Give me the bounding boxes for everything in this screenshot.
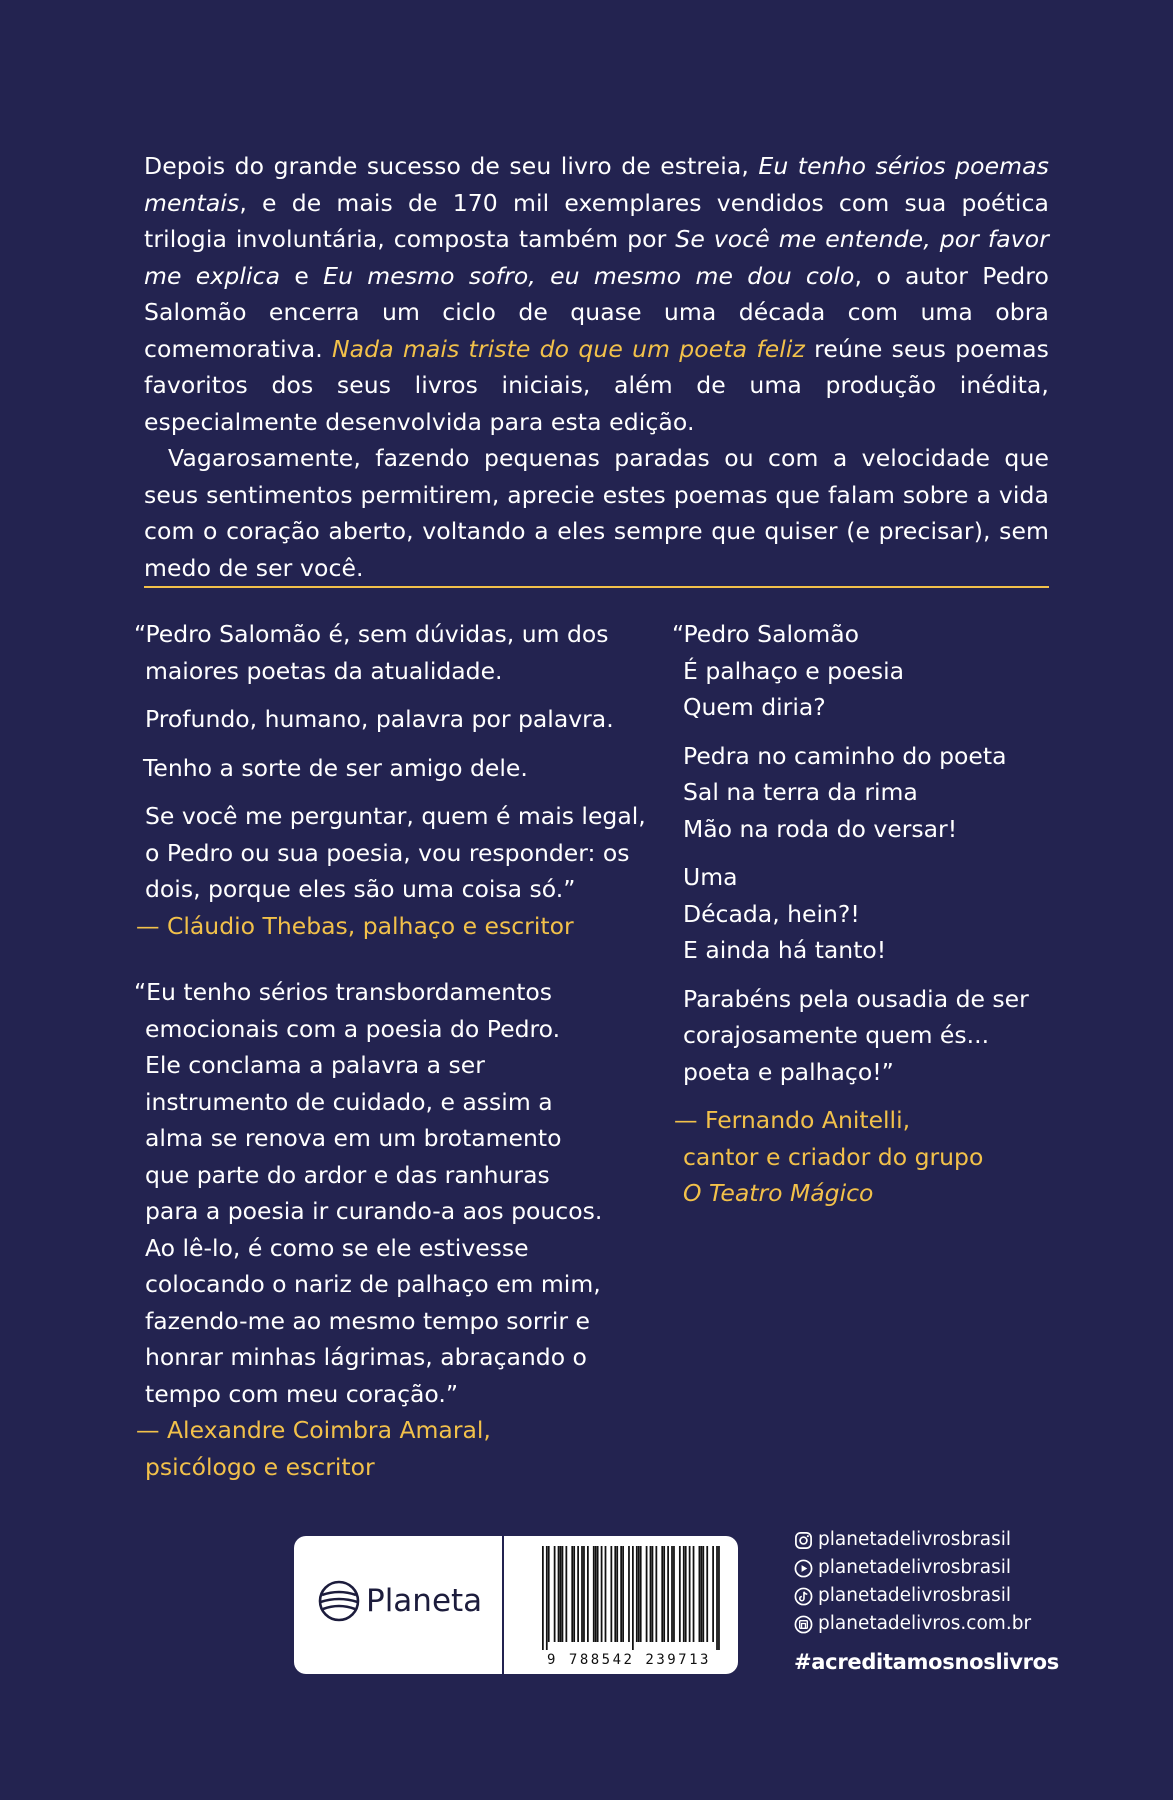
book-title-2: Se você me entende, por favor me explica	[144, 225, 1049, 290]
barcode-bar	[571, 1546, 573, 1642]
barcode-bar	[702, 1546, 704, 1642]
barcode-bar	[646, 1546, 648, 1642]
barcode-bar	[667, 1546, 669, 1642]
barcode-bar	[679, 1546, 681, 1642]
barcode-bar	[601, 1546, 603, 1642]
barcode-bar	[663, 1546, 665, 1642]
youtube-handle: planetadelivrosbrasil	[818, 1557, 1012, 1578]
quote-line: Pedra no caminho do poeta	[683, 741, 1007, 770]
quote-line: Década, hein?!	[683, 899, 860, 928]
barcode-bars	[542, 1546, 722, 1650]
quote-thebas	[134, 616, 646, 944]
quote-line: colocando o nariz de palhaço em mim,	[145, 1270, 601, 1298]
quote-line: honrar minhas lágrimas, abraçando o	[145, 1343, 587, 1371]
barcode-bar	[554, 1546, 556, 1642]
quote-attribution: — Cláudio Thebas, palhaço e escritor	[136, 911, 574, 940]
barcode-bar	[638, 1546, 640, 1642]
planet-globe-icon	[318, 1580, 360, 1622]
quote-anitelli	[672, 616, 1029, 1212]
quote-line: corajosamente quem és...	[683, 1021, 990, 1049]
quote-line: que parte do ardor e das ranhuras	[145, 1160, 550, 1189]
quote-line: poeta e palhaço!”	[683, 1057, 894, 1086]
book-title-1: Eu tenho sérios poemas mentais	[144, 152, 1049, 217]
barcode-bar	[587, 1546, 589, 1642]
social-instagram[interactable]	[794, 1526, 1031, 1554]
quote-line: Quem diria?	[683, 693, 826, 721]
barcode-bar	[640, 1546, 642, 1642]
youtube-icon	[794, 1559, 813, 1578]
quote-line: emocionais com a poesia do Pedro.	[145, 1014, 561, 1043]
barcode-bar	[595, 1546, 597, 1642]
barcode-bar	[683, 1546, 685, 1642]
barcode-bar	[616, 1546, 618, 1642]
quote-line: maiores poetas da atualidade.	[145, 656, 503, 685]
intro-text	[144, 148, 1049, 586]
barcode-bar	[712, 1546, 714, 1642]
quote-line: Profundo, humano, palavra por palavra.	[145, 705, 614, 733]
intro-paragraph-1: Depois do grande sucesso de seu livro de estreia, Eu tenho sérios poemas mentais, e de mais de 170 mil exemplares vendidos com sua poética trilogia involuntária, composta também por Se você me entende, por favor me explica e Eu mesmo sofro, eu mesmo me dou colo, o autor Pedro Salomão encerra um ciclo de quase uma década com uma obra comemorativa. Nada mais triste do que um poeta feliz reúne seus poemas favoritos dos seus livros iniciais, além de uma produção inédita, especialmente desenvolvida para esta edição.	[144, 152, 1050, 436]
website-url: planetadelivros.com.br	[818, 1613, 1032, 1634]
barcode-bar	[583, 1546, 585, 1642]
quote-line: alma se renova em um brotamento	[145, 1124, 562, 1152]
social-tiktok[interactable]	[794, 1582, 1031, 1610]
barcode-bar	[655, 1546, 657, 1642]
quote-line: Mão na roda do versar!	[683, 814, 958, 843]
barcode-bar	[577, 1546, 579, 1642]
barcode-bar	[673, 1546, 675, 1642]
quote-line: Tenho a sorte de ser amigo dele.	[143, 753, 528, 782]
quote-line: para a poesia ir curando-a aos poucos.	[145, 1197, 603, 1225]
barcode-bar	[632, 1546, 634, 1650]
quote-line: Ele conclama a palavra a ser	[145, 1051, 485, 1079]
barcode-bar	[622, 1546, 624, 1642]
quote-line: Parabéns pela ousadia de ser	[683, 984, 1029, 1013]
quote-attribution-group: O Teatro Mágico	[683, 1179, 874, 1207]
barcode-bar	[548, 1546, 550, 1642]
barcode-bar	[614, 1546, 616, 1642]
barcode-bar	[565, 1546, 567, 1642]
barcode-bar	[542, 1546, 544, 1650]
barcode-bar	[628, 1546, 630, 1642]
barcode-bar	[700, 1546, 702, 1642]
barcode-bar	[693, 1546, 695, 1642]
tiktok-handle: planetadelivrosbrasil	[818, 1585, 1012, 1606]
barcode-bar	[605, 1546, 607, 1642]
barcode-bar	[685, 1546, 687, 1642]
quote-line: “Eu tenho sérios transbordamentos	[134, 978, 553, 1006]
quote-line: “Pedro Salomão	[672, 620, 860, 648]
quote-line: “Pedro Salomão é, sem dúvidas, um dos	[134, 620, 609, 648]
quote-line: Se você me perguntar, quem é mais legal,	[145, 802, 646, 830]
quote-line: Sal na terra da rima	[683, 778, 918, 806]
quote-attribution: psicólogo e escritor	[145, 1452, 375, 1481]
divider-rule	[144, 586, 1049, 588]
barcode-bar	[560, 1546, 562, 1642]
hashtag: #acreditamosnoslivros	[794, 1650, 1060, 1674]
quote-attribution: — Fernando Anitelli,	[674, 1106, 911, 1134]
isbn-digits: 9 788542 239713	[547, 1652, 711, 1668]
barcode-bar	[718, 1546, 720, 1650]
instagram-handle: planetadelivrosbrasil	[818, 1529, 1012, 1550]
barcode-divider	[502, 1536, 504, 1674]
quote-attribution: — Alexandre Coimbra Amaral,	[136, 1416, 491, 1444]
barcode-bar	[610, 1546, 612, 1642]
barcode-bar	[562, 1546, 564, 1642]
tiktok-icon	[794, 1587, 813, 1606]
quote-line: Uma	[683, 863, 738, 891]
quote-line: É palhaço e poesia	[683, 656, 905, 685]
instagram-icon	[794, 1531, 813, 1550]
barcode-bar	[546, 1546, 548, 1650]
barcode-bar	[716, 1546, 718, 1650]
quote-line: dois, porque eles são uma coisa só.”	[145, 875, 576, 903]
barcode-bar	[699, 1546, 701, 1642]
quote-line: tempo com meu coração.”	[145, 1379, 458, 1408]
website-icon	[794, 1615, 813, 1634]
barcode-bar	[573, 1546, 575, 1642]
quote-coimbra	[134, 974, 602, 1485]
social-youtube[interactable]	[794, 1554, 1031, 1582]
publisher-logo	[318, 1580, 482, 1622]
quote-line: Ao lê-lo, é como se ele estivesse	[145, 1233, 529, 1262]
barcode-bar	[593, 1546, 595, 1642]
barcode-bar	[636, 1546, 638, 1642]
quote-line: instrumento de cuidado, e assim a	[145, 1087, 553, 1116]
social-website[interactable]	[794, 1610, 1031, 1638]
barcode-bar	[689, 1546, 691, 1642]
intro-paragraph-2: Vagarosamente, fazendo pequenas paradas ou com a velocidade que seus sentimentos permitirem, aprecie estes poemas que falam sobre a vida com o coração aberto, voltando a eles sempre que quiser (e precisar), sem medo de ser você.	[144, 444, 1049, 582]
barcode-bar	[706, 1546, 708, 1642]
barcode-bar	[558, 1546, 560, 1642]
quote-attribution: cantor e criador do grupo	[683, 1142, 984, 1171]
barcode-bar	[652, 1546, 654, 1642]
quote-line: E ainda há tanto!	[683, 936, 887, 964]
quote-line: fazendo-me ao mesmo tempo sorrir e	[145, 1306, 590, 1335]
barcode-bar	[597, 1546, 599, 1642]
barcode-bar	[671, 1546, 673, 1642]
barcode-bar	[661, 1546, 663, 1642]
publisher-name: Planeta	[366, 1583, 483, 1619]
barcode-panel	[294, 1536, 738, 1674]
social-links	[794, 1526, 1031, 1638]
book-title-3: Eu mesmo sofro, eu mesmo me dou colo	[323, 261, 855, 290]
quote-line: o Pedro ou sua poesia, vou responder: os	[145, 838, 630, 867]
barcode-bar	[650, 1546, 652, 1642]
book-title-highlight: Nada mais triste do que um poeta feliz	[332, 334, 805, 363]
barcode-bar	[620, 1546, 622, 1642]
barcode-bar	[581, 1546, 583, 1642]
